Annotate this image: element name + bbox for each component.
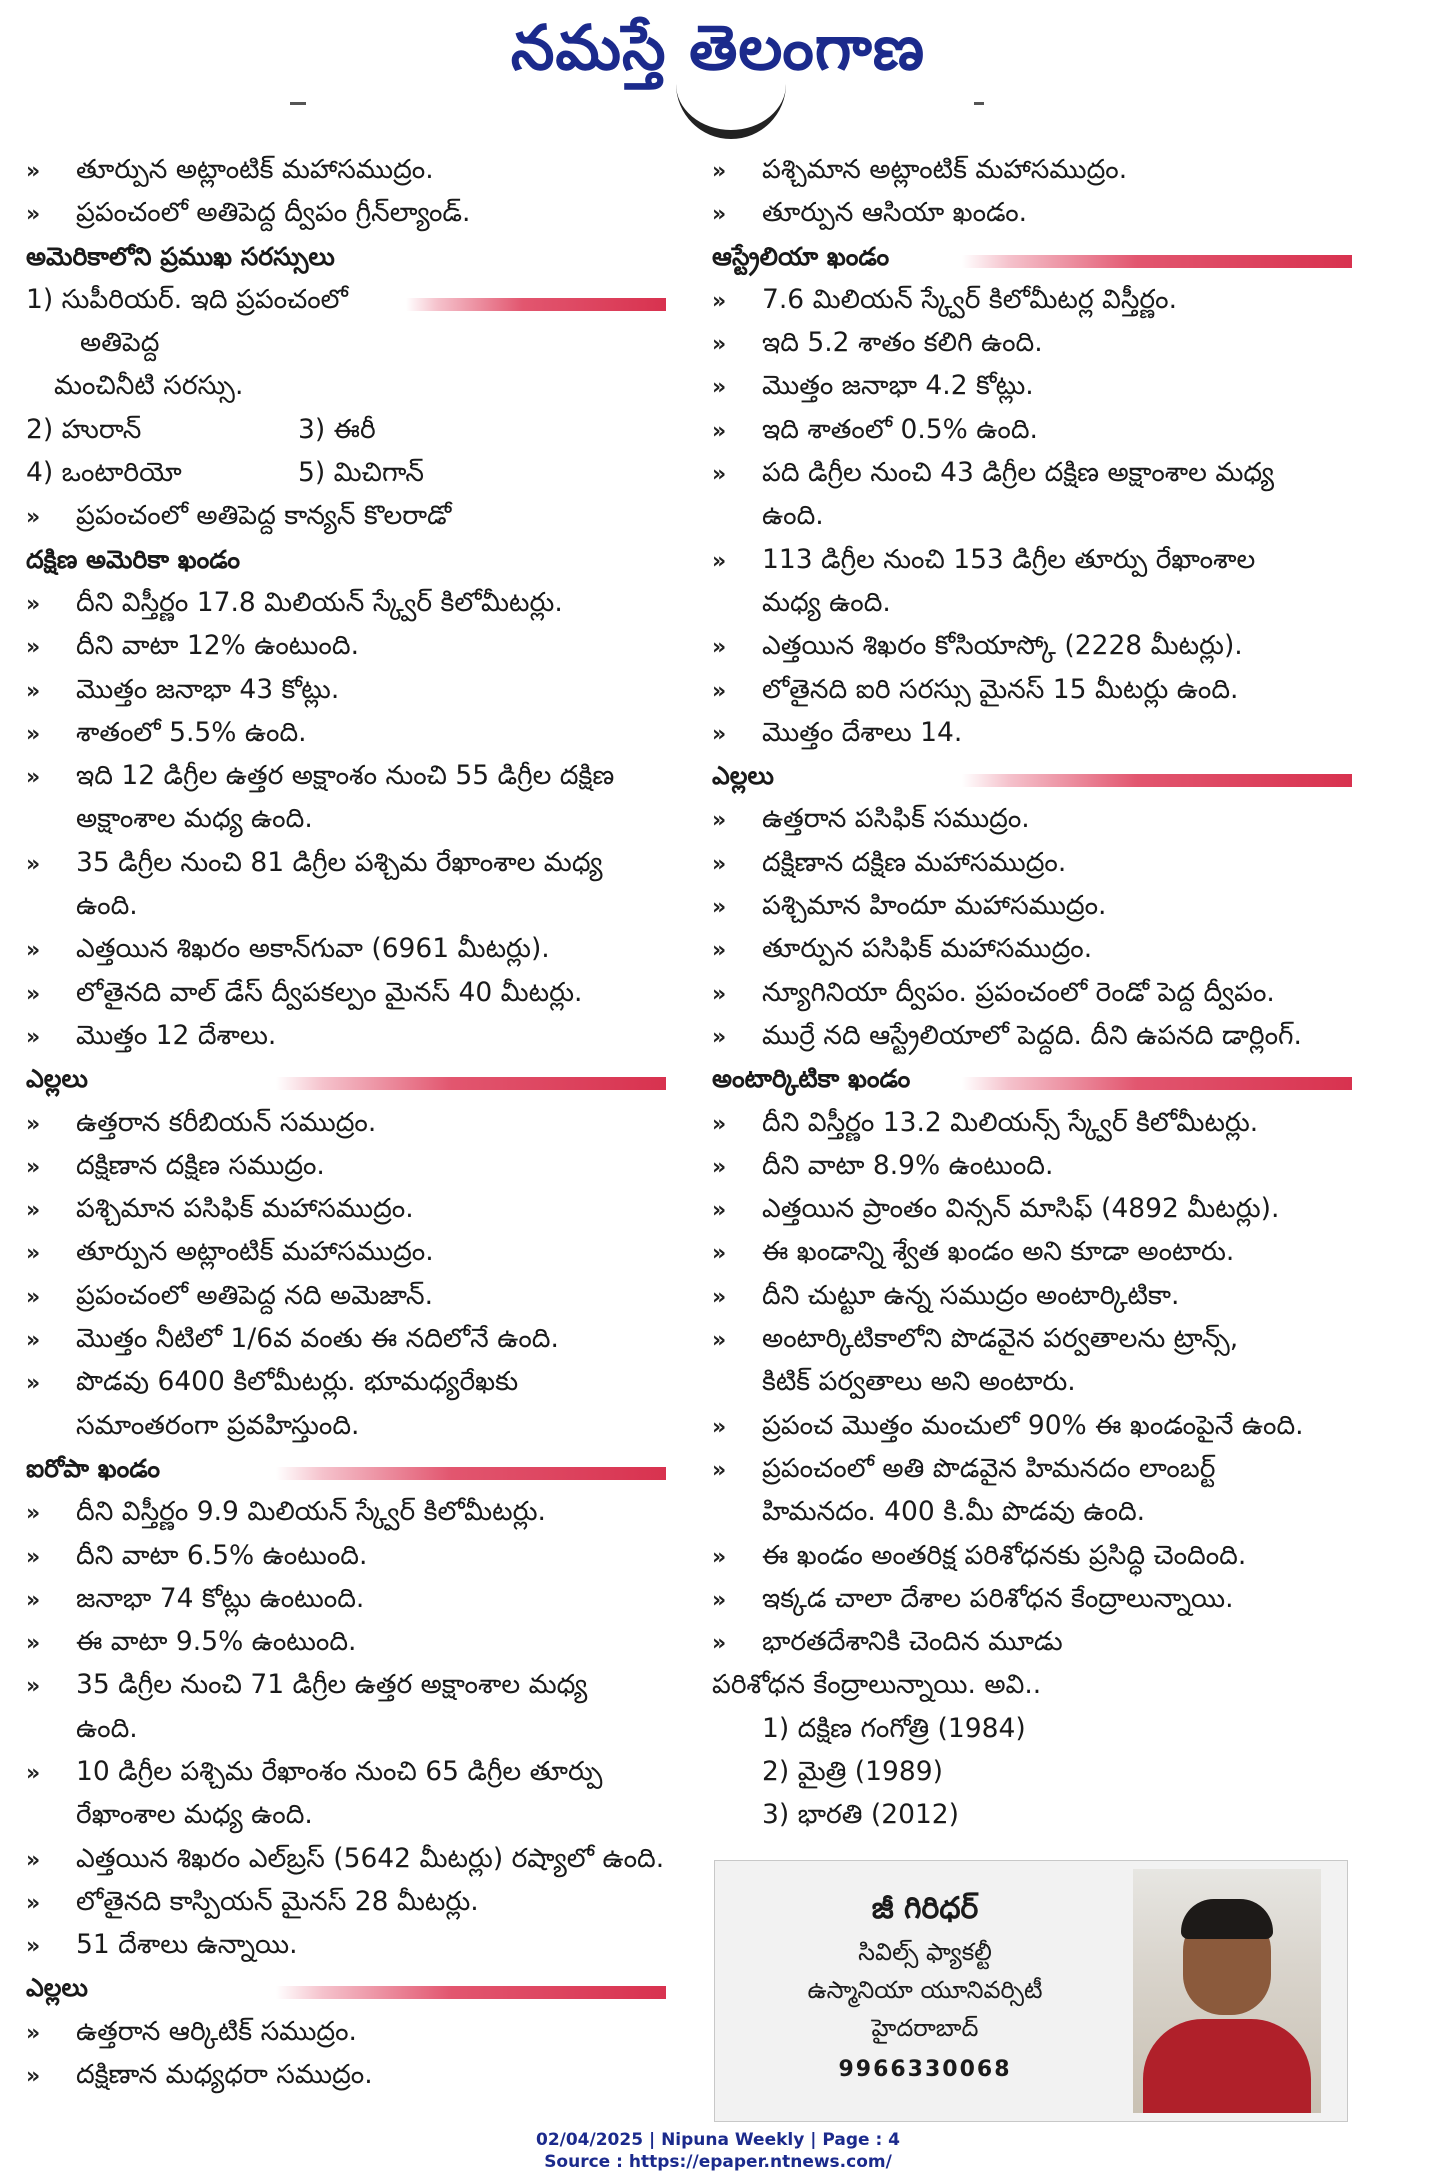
double-arrow-bullet-icon: » <box>26 678 41 704</box>
double-arrow-bullet-icon: » <box>26 1587 41 1613</box>
double-arrow-bullet-icon: » <box>712 1241 727 1267</box>
double-arrow-bullet-icon: » <box>26 2020 41 2046</box>
double-arrow-bullet-icon: » <box>712 548 727 574</box>
bullet-item <box>712 451 1352 494</box>
bullet-text: తూర్పున పసిఫిక్ మహాసముద్రం. <box>762 933 1093 965</box>
bullet-item <box>26 494 666 537</box>
bullet-item <box>26 841 666 884</box>
inline-accent-bar <box>406 298 666 311</box>
bullet-item <box>712 971 1352 1014</box>
section-heading-text: ఆస్ట్రేలియా ఖండం <box>712 241 890 271</box>
bullet-text: మొత్తం 12 దేశాలు. <box>76 1019 277 1051</box>
section-heading-text: ఐరోపా ఖండం <box>26 1453 161 1483</box>
bullet-text: 7.6 మిలియన్ స్క్వేర్ కిలోమీటర్ల విస్తీర్ణం. <box>762 283 1178 315</box>
bullet-item <box>712 1274 1352 1317</box>
lake-pair-row <box>26 451 666 494</box>
bullet-continuation: అక్షాంశాల మధ్య ఉంది. <box>76 803 313 835</box>
bullet-text: తూర్పున అట్లాంటిక్ మహాసముద్రం. <box>76 1236 434 1268</box>
bullet-item <box>26 1187 666 1230</box>
double-arrow-bullet-icon: » <box>712 1631 727 1657</box>
double-arrow-bullet-icon: » <box>26 765 41 791</box>
double-arrow-bullet-icon: » <box>712 375 727 401</box>
double-arrow-bullet-icon: » <box>26 981 41 1007</box>
bullet-item <box>26 624 666 667</box>
double-arrow-bullet-icon: » <box>712 1544 727 1570</box>
bullet-text: పది డిగ్రీల నుంచి 43 డిగ్రీల దక్షిణ అక్షాంశాల మధ్య <box>762 457 1275 489</box>
double-arrow-bullet-icon: » <box>26 1284 41 1310</box>
bullet-text: భారతదేశానికి చెందిన మూడు <box>762 1626 1063 1658</box>
lake-item: 2) హురాన్ <box>26 413 142 445</box>
section-heading <box>26 1447 666 1490</box>
bullet-continuation: సమాంతరంగా ప్రవహిస్తుంది. <box>76 1409 360 1441</box>
bullet-text: శాతంలో 5.5% ఉంది. <box>76 716 307 748</box>
bullet-text: ప్రపంచంలో అతి పొడవైన హిమనదం లాంబర్ట్ <box>762 1452 1216 1484</box>
bullet-text: ఉత్తరాన ఆర్కిటిక్ సముద్రం. <box>76 2015 357 2047</box>
double-arrow-bullet-icon: » <box>712 721 727 747</box>
bullet-text: తూర్పున అట్లాంటిక్ మహాసముద్రం. <box>76 154 434 185</box>
bullet-item <box>26 1880 666 1923</box>
bullet-item <box>712 1404 1352 1447</box>
bullet-item <box>712 624 1352 667</box>
bullet-item <box>712 668 1352 711</box>
bullet-item <box>26 1750 666 1793</box>
bullet-text: దక్షిణాన దక్షిణ సముద్రం. <box>76 1149 325 1181</box>
bullet-item <box>26 1360 666 1403</box>
double-arrow-bullet-icon: » <box>712 1111 727 1137</box>
double-arrow-bullet-icon: » <box>712 1328 727 1354</box>
bullet-text: మొత్తం జనాభా 4.2 కోట్లు. <box>762 370 1034 402</box>
section-heading-text: అమెరికాలోని ప్రముఖ సరస్సులు <box>26 241 335 271</box>
bullet-text: ప్రపంచంలో అతిపెద్ద కాన్యన్ కొలరాడో <box>76 500 452 532</box>
bullet-item <box>712 321 1352 364</box>
bullet-text: మొత్తం నీటిలో 1/6వ వంతు ఈ నదిలోనే ఉంది. <box>76 1323 559 1355</box>
bullet-item <box>26 1837 666 1880</box>
double-arrow-bullet-icon: » <box>26 202 41 228</box>
bullet-text: లోతైనది ఐరి సరస్సు మైనస్ 15 మీటర్లు ఉంది. <box>762 673 1239 705</box>
double-arrow-bullet-icon: » <box>26 505 41 531</box>
bullet-text: ఇది శాతంలో 0.5% ఉంది. <box>762 413 1038 445</box>
bullet-text: న్యూగినియా ద్వీపం. ప్రపంచంలో రెండో పెద్ద ద్వీపం. <box>762 976 1275 1008</box>
bullet-text: దీని విస్తీర్ణం 13.2 మిలియన్స్ స్క్వేర్ కిలోమీటర్లు. <box>762 1106 1259 1138</box>
bullet-text: ముర్రే నది ఆస్ట్రేలియాలో పెద్దది. దీని ఉపనది డార్లింగ్. <box>762 1019 1302 1051</box>
bullet-text: ఎత్తయిన శిఖరం అకాన్‌గువా (6961 మీటర్లు). <box>76 933 550 965</box>
double-arrow-bullet-icon: » <box>26 1241 41 1267</box>
double-arrow-bullet-icon: » <box>26 1760 41 1786</box>
section-heading-text: ఎల్లలు <box>712 761 774 791</box>
double-arrow-bullet-icon: » <box>26 938 41 964</box>
bullet-item <box>26 927 666 970</box>
section-heading <box>712 235 1352 278</box>
author-name: జీ గిరిధర్ <box>871 1891 979 1926</box>
lake-pair-row <box>26 408 666 451</box>
double-arrow-bullet-icon: » <box>26 591 41 617</box>
section-heading-text: ఎల్లలు <box>26 1064 88 1094</box>
bullet-text: దీని విస్తీర్ణం 9.9 మిలియన్ స్క్వేర్ కిలోమీటర్లు. <box>76 1496 546 1528</box>
bullet-item <box>26 2010 666 2053</box>
bullet-item <box>712 538 1352 581</box>
indented-text: 3) భారతి (2012) <box>762 1799 960 1831</box>
bullet-item <box>712 1014 1352 1057</box>
bullet-item <box>712 148 1352 191</box>
heading-accent-bar <box>962 1077 1352 1090</box>
double-arrow-bullet-icon: » <box>712 981 727 1007</box>
double-arrow-bullet-icon: » <box>26 1328 41 1354</box>
bullet-item <box>712 278 1352 321</box>
bullet-text: దక్షిణాన దక్షిణ మహాసముద్రం. <box>762 846 1067 878</box>
bullet-item <box>712 1534 1352 1577</box>
bullet-text: ఈ ఖండం అంతరిక్ష పరిశోధనకు ప్రసిద్ధి చెందింది. <box>762 1539 1247 1571</box>
masthead-title: నమస్తే తెలంగాణ <box>510 11 926 84</box>
bullet-item <box>712 1230 1352 1273</box>
double-arrow-bullet-icon: » <box>26 2064 41 2090</box>
bullet-text: పశ్చిమాన అట్లాంటిక్ మహాసముద్రం. <box>762 154 1128 185</box>
bullet-item <box>26 1014 666 1057</box>
bullet-item <box>712 1101 1352 1144</box>
double-arrow-bullet-icon: » <box>712 851 727 877</box>
bullet-item <box>26 1490 666 1533</box>
double-arrow-bullet-icon: » <box>712 1414 727 1440</box>
section-heading <box>26 1057 666 1100</box>
double-arrow-bullet-icon: » <box>26 1890 41 1916</box>
bullet-continuation: కిటిక్ పర్వతాలు అని అంటారు. <box>762 1366 1076 1398</box>
bullet-item <box>26 1101 666 1144</box>
bullet-text: మొత్తం జనాభా 43 కోట్లు. <box>76 673 340 705</box>
section-heading <box>712 754 1352 797</box>
section-heading <box>712 1057 1352 1100</box>
bullet-item <box>26 1144 666 1187</box>
bullet-text: మొత్తం దేశాలు 14. <box>762 716 963 748</box>
bullet-text: ప్రపంచ మొత్తం మంచులో 90% ఈ ఖండంపైనే ఉంది. <box>762 1409 1304 1441</box>
bullet-item <box>26 971 666 1014</box>
indented-text: 2) మైత్రి (1989) <box>762 1755 943 1787</box>
double-arrow-bullet-icon: » <box>26 635 41 661</box>
bullet-text: దీని వాటా 6.5% ఉంటుంది. <box>76 1539 368 1571</box>
bullet-item <box>712 364 1352 407</box>
heading-accent-bar <box>276 1077 666 1090</box>
bullet-item <box>712 711 1352 754</box>
double-arrow-bullet-icon: » <box>26 1198 41 1224</box>
bullet-item <box>712 884 1352 927</box>
double-arrow-bullet-icon: » <box>26 159 41 184</box>
double-arrow-bullet-icon: » <box>26 721 41 747</box>
bullet-text: ఉత్తరాన పసిఫిక్ సముద్రం. <box>762 803 1030 835</box>
heading-accent-bar <box>276 1467 666 1480</box>
bullet-text: దీని వాటా 8.9% ఉంటుంది. <box>762 1149 1054 1181</box>
double-arrow-bullet-icon: » <box>712 1198 727 1224</box>
bullet-item <box>26 1923 666 1966</box>
double-arrow-bullet-icon: » <box>26 1371 41 1397</box>
double-arrow-bullet-icon: » <box>712 202 727 228</box>
bullet-item <box>26 1577 666 1620</box>
lake-item: 5) మిచిగాన్ <box>298 457 425 489</box>
double-arrow-bullet-icon: » <box>712 1457 727 1483</box>
bullet-text: లోతైనది వాల్ డేస్ ద్వీపకల్పం మైనస్ 40 మీటర్లు. <box>76 976 583 1008</box>
double-arrow-bullet-icon: » <box>712 332 727 358</box>
left-column <box>26 148 666 2096</box>
author-box <box>714 1860 1348 2122</box>
double-arrow-bullet-icon: » <box>26 1631 41 1657</box>
bullet-item <box>712 191 1352 234</box>
double-arrow-bullet-icon: » <box>26 851 41 877</box>
heading-accent-bar <box>962 255 1352 268</box>
author-institution: ఉస్మానియా యూనివర్సిటీ <box>807 1976 1043 2004</box>
double-arrow-bullet-icon: » <box>26 1154 41 1180</box>
bullet-text: ప్రపంచంలో అతిపెద్ద నది అమెజాన్. <box>76 1279 434 1311</box>
bullet-item <box>712 1144 1352 1187</box>
author-photo-shirt <box>1143 2019 1311 2113</box>
section-heading <box>26 1966 666 2009</box>
bullet-text: పశ్చిమాన హిందూ మహాసముద్రం. <box>762 890 1107 922</box>
bullet-text: ఎత్తయిన ప్రాంతం విన్సన్ మాసిఫ్ (4892 మీటర్లు). <box>762 1193 1280 1225</box>
bullet-text: ఉత్తరాన కరీబియన్ సముద్రం. <box>76 1106 377 1138</box>
bullet-continuation: హిమనదం. 400 కి.మీ పొడవు ఉంది. <box>762 1496 1146 1528</box>
double-arrow-bullet-icon: » <box>712 678 727 704</box>
indented-text: అతిపెద్ద <box>80 327 160 359</box>
heading-accent-bar <box>962 774 1352 787</box>
bullet-item <box>26 711 666 754</box>
bullet-item <box>26 148 666 191</box>
author-photo-hair <box>1181 1899 1273 1939</box>
lake-item: 3) ఈరీ <box>298 413 376 445</box>
double-arrow-bullet-icon: » <box>712 635 727 661</box>
bullet-item <box>26 1534 666 1577</box>
bullet-continuation: ఉంది. <box>76 890 138 922</box>
bullet-item <box>26 2053 666 2096</box>
bullet-item <box>26 754 666 797</box>
numbered-item-text: 1) సుపీరియర్. ఇది ప్రపంచంలో <box>26 283 348 315</box>
bullet-text: ప్రపంచంలో అతిపెద్ద ద్వీపం గ్రీన్‌ల్యాండ్. <box>76 197 471 229</box>
footer-source-line: Source : https://epaper.ntnews.com/ <box>544 2152 892 2172</box>
numbered-item <box>712 1663 1352 1706</box>
section-heading-text: దక్షిణ అమెరికా ఖండం <box>26 544 241 574</box>
double-arrow-bullet-icon: » <box>712 808 727 834</box>
bullet-item <box>712 1620 1352 1663</box>
bullet-item <box>712 1317 1352 1360</box>
bullet-continuation: ఉంది. <box>762 500 824 532</box>
bullet-text: ఇక్కడ చాలా దేశాల పరిశోధన కేంద్రాలున్నాయి. <box>762 1582 1234 1614</box>
bullet-item <box>26 191 666 234</box>
bullet-item <box>26 1663 666 1706</box>
author-city: హైదరాబాద్ <box>871 2014 979 2042</box>
bullet-text: ఇది 5.2 శాతం కలిగి ఉంది. <box>762 327 1043 359</box>
bullet-text: ఎత్తయిన శిఖరం ఎల్‌బ్రస్ (5642 మీటర్లు) రష్యాలో ఉంది. <box>76 1842 665 1874</box>
double-arrow-bullet-icon: » <box>26 1934 41 1960</box>
divider-left <box>290 102 306 105</box>
bullet-text: తూర్పున ఆసియా ఖండం. <box>762 197 1028 229</box>
bullet-item <box>26 1230 666 1273</box>
double-arrow-bullet-icon: » <box>712 462 727 488</box>
double-arrow-bullet-icon: » <box>26 1847 41 1873</box>
numbered-item <box>26 278 666 321</box>
indented-text: 1) దక్షిణ గంగోత్రి (1984) <box>762 1712 1026 1744</box>
bullet-text: ఎత్తయిన శిఖరం కోసియాస్కో (2228 మీటర్లు). <box>762 630 1243 662</box>
double-arrow-bullet-icon: » <box>712 1284 727 1310</box>
bullet-text: జనాభా 74 కోట్లు ఉంటుంది. <box>76 1582 365 1614</box>
bullet-text: పశ్చిమాన పసిఫిక్ మహాసముద్రం. <box>76 1193 414 1225</box>
double-arrow-bullet-icon: » <box>712 159 727 184</box>
double-arrow-bullet-icon: » <box>26 1111 41 1137</box>
bullet-continuation: మధ్య ఉంది. <box>762 586 891 618</box>
author-phone: 9966330068 <box>838 2057 1012 2082</box>
bullet-item <box>712 797 1352 840</box>
footer-date-line: 02/04/2025 | Nipuna Weekly | Page : 4 <box>535 2130 900 2150</box>
bullet-item <box>712 1577 1352 1620</box>
section-heading-text: అంటార్కిటికా ఖండం <box>712 1064 911 1094</box>
lake-item: 4) ఒంటారియో <box>26 457 182 489</box>
bullet-text: పొడవు 6400 కిలోమీటర్లు. భూమధ్యరేఖకు <box>76 1366 519 1398</box>
double-arrow-bullet-icon: » <box>26 1024 41 1050</box>
bullet-text: ఈ ఖండాన్ని శ్వేత ఖండం అని కూడా అంటారు. <box>762 1236 1235 1268</box>
bullet-text: అంటార్కిటికాలోని పొడవైన పర్వతాలను ట్రాన్స్, <box>762 1323 1239 1355</box>
bullet-text: దీని చుట్టూ ఉన్న సముద్రం అంటార్కిటికా. <box>762 1279 1180 1311</box>
double-arrow-bullet-icon: » <box>712 288 727 314</box>
bullet-text: 35 డిగ్రీల నుంచి 71 డిగ్రీల ఉత్తర అక్షాంశాల మధ్య <box>76 1669 588 1701</box>
bullet-item <box>712 927 1352 970</box>
bullet-item <box>26 1620 666 1663</box>
double-arrow-bullet-icon: » <box>712 1024 727 1050</box>
masthead-emblem-arc <box>676 70 786 139</box>
double-arrow-bullet-icon: » <box>712 1587 727 1613</box>
double-arrow-bullet-icon: » <box>26 1674 41 1700</box>
bullet-text: లోతైనది కాస్పియన్ మైనస్ 28 మీటర్లు. <box>76 1885 479 1917</box>
bullet-text: ఇది 12 డిగ్రీల ఉత్తర అక్షాంశం నుంచి 55 డిగ్రీల దక్షిణ <box>76 760 615 792</box>
bullet-item <box>712 408 1352 451</box>
double-arrow-bullet-icon: » <box>26 1544 41 1570</box>
section-heading <box>26 235 666 278</box>
bullet-text: ఈ వాటా 9.5% ఉంటుంది. <box>76 1626 357 1658</box>
divider-right <box>974 102 984 105</box>
bullet-text: 35 డిగ్రీల నుంచి 81 డిగ్రీల పశ్చిమ రేఖాంశాల మధ్య <box>76 846 603 878</box>
double-arrow-bullet-icon: » <box>26 1501 41 1527</box>
heading-accent-bar <box>276 1986 666 1999</box>
section-heading-text: ఎల్లలు <box>26 1973 88 2003</box>
author-designation: సివిల్స్ ఫ్యాకల్టీ <box>858 1938 992 1966</box>
double-arrow-bullet-icon: » <box>712 938 727 964</box>
bullet-item <box>26 1317 666 1360</box>
author-photo <box>1133 1869 1321 2113</box>
bullet-item <box>26 668 666 711</box>
bullet-item <box>712 1447 1352 1490</box>
double-arrow-bullet-icon: » <box>712 1154 727 1180</box>
bullet-item <box>26 1274 666 1317</box>
bullet-text: దక్షిణాన మధ్యధరా సముద్రం. <box>76 2059 373 2091</box>
bullet-text: 113 డిగ్రీల నుంచి 153 డిగ్రీల తూర్పు రేఖాంశాల <box>762 543 1256 575</box>
section-heading <box>26 538 666 581</box>
bullet-item <box>712 1187 1352 1230</box>
bullet-continuation: ఉంది. <box>76 1712 138 1744</box>
double-arrow-bullet-icon: » <box>712 418 727 444</box>
indented-text: మంచినీటి సరస్సు. <box>54 370 244 402</box>
bullet-continuation: రేఖాంశాల మధ్య ఉంది. <box>76 1799 313 1831</box>
right-column <box>712 148 1352 1837</box>
bullet-text: 10 డిగ్రీల పశ్చిమ రేఖాంశం నుంచి 65 డిగ్రీల తూర్పు <box>76 1755 603 1787</box>
numbered-item-text: పరిశోధన కేంద్రాలున్నాయి. అవి.. <box>712 1669 1042 1701</box>
double-arrow-bullet-icon: » <box>712 895 727 921</box>
author-details <box>715 1861 1135 2082</box>
bullet-text: 51 దేశాలు ఉన్నాయి. <box>76 1929 298 1961</box>
bullet-item <box>26 581 666 624</box>
bullet-text: దీని వాటా 12% ఉంటుంది. <box>76 630 359 662</box>
bullet-text: దీని విస్తీర్ణం 17.8 మిలియన్ స్క్వేర్ కిలోమీటర్లు. <box>76 586 563 618</box>
bullet-item <box>712 841 1352 884</box>
